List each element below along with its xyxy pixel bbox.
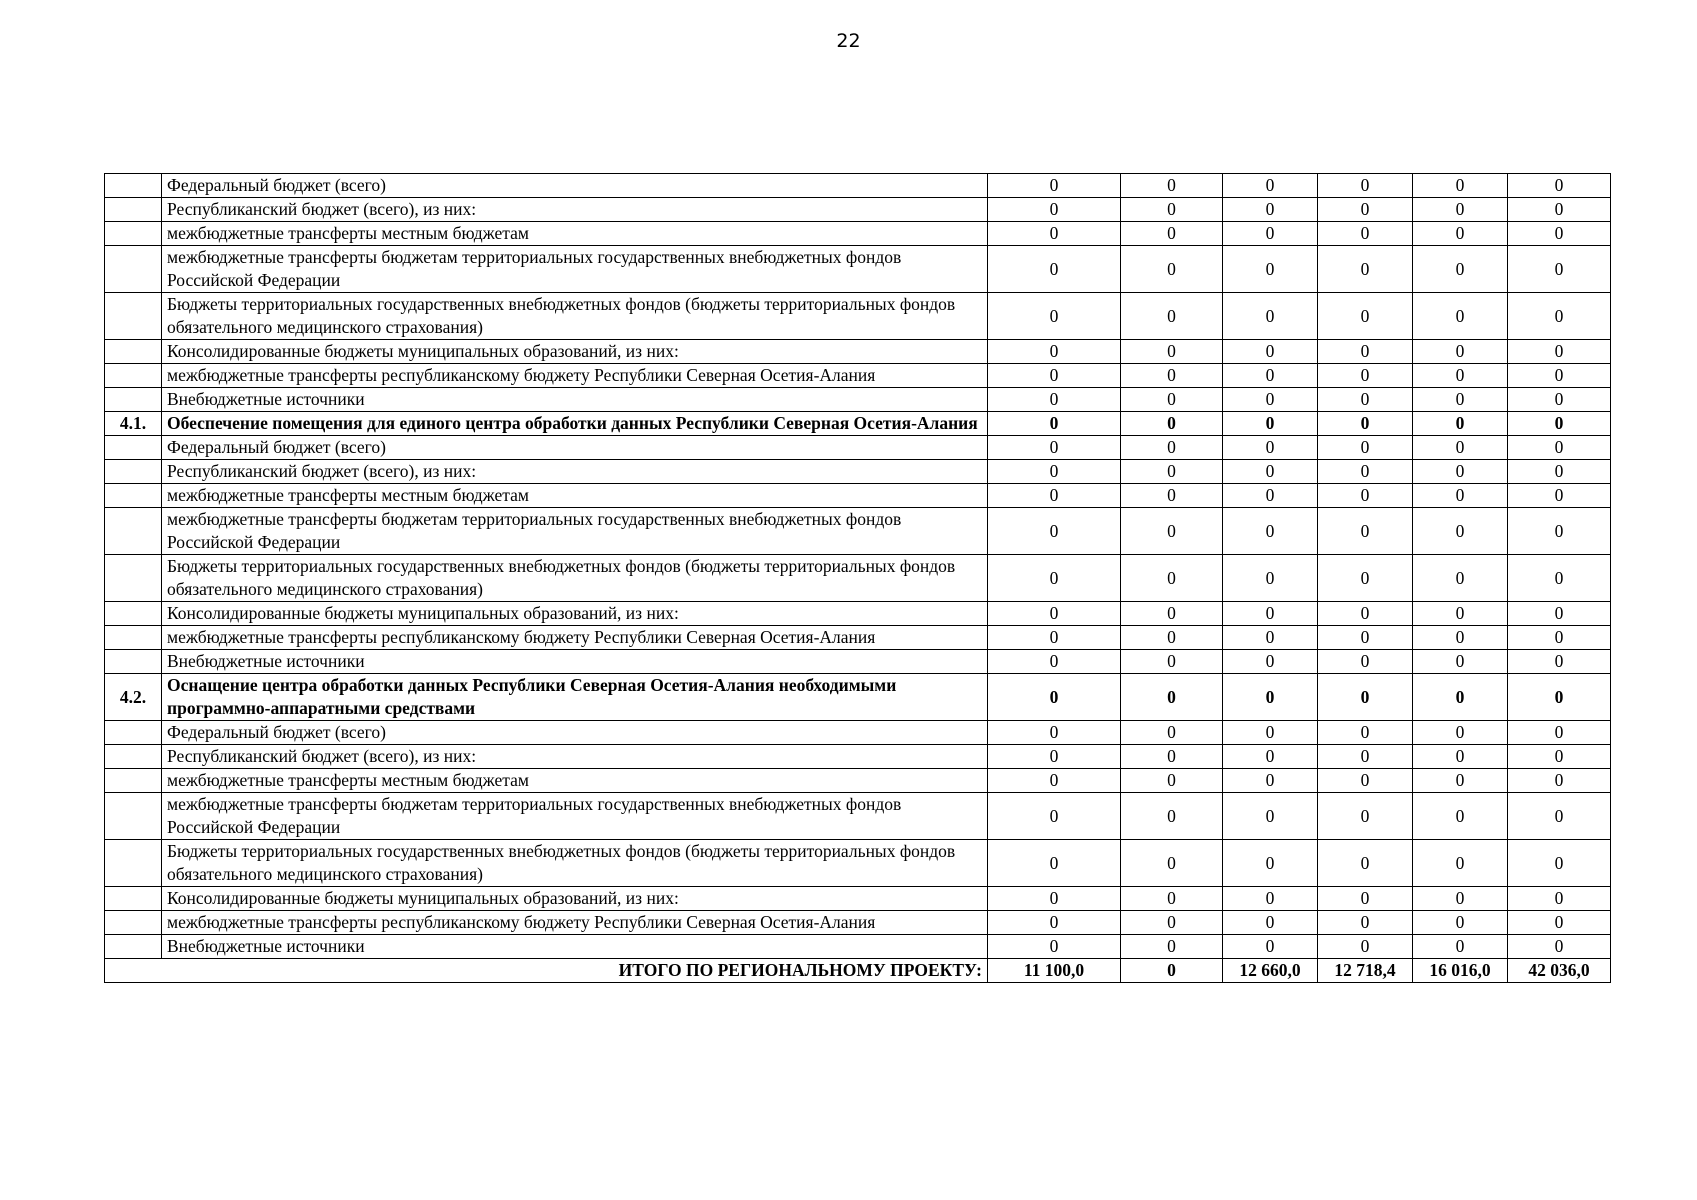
row-value: 0	[1508, 460, 1611, 484]
row-value: 0	[1508, 793, 1611, 840]
row-value: 0	[1121, 935, 1223, 959]
row-value: 0	[1121, 222, 1223, 246]
total-value: 12 718,4	[1318, 959, 1413, 983]
row-label: Внебюджетные источники	[162, 388, 988, 412]
row-value: 0	[1318, 388, 1413, 412]
row-value: 0	[1413, 436, 1508, 460]
row-value: 0	[1413, 721, 1508, 745]
table-row	[105, 388, 1611, 412]
row-label: межбюджетные трансферты местным бюджетам	[162, 484, 988, 508]
row-value: 0	[988, 769, 1121, 793]
row-value: 0	[1223, 887, 1318, 911]
row-value: 0	[1318, 246, 1413, 293]
row-value: 0	[1318, 460, 1413, 484]
row-index-cell	[105, 793, 162, 840]
row-value: 0	[1223, 222, 1318, 246]
table-row	[105, 436, 1611, 460]
row-label: Республиканский бюджет (всего), из них:	[162, 198, 988, 222]
section-title: Обеспечение помещения для единого центра обработки данных Республики Северная Осетия-Алания	[162, 412, 988, 436]
section-value: 0	[1508, 412, 1611, 436]
row-value: 0	[1413, 174, 1508, 198]
row-value: 0	[988, 246, 1121, 293]
row-label: Консолидированные бюджеты муниципальных образований, из них:	[162, 340, 988, 364]
row-value: 0	[1413, 484, 1508, 508]
row-label: Бюджеты территориальных государственных внебюджетных фондов (бюджеты территориальных фондов обязательного медицинского страхования)	[162, 555, 988, 602]
row-value: 0	[1223, 293, 1318, 340]
row-value: 0	[1121, 721, 1223, 745]
row-value: 0	[988, 602, 1121, 626]
table-row	[105, 340, 1611, 364]
row-value: 0	[988, 222, 1121, 246]
row-value: 0	[988, 650, 1121, 674]
row-value: 0	[1223, 721, 1318, 745]
row-value: 0	[1413, 626, 1508, 650]
row-label: межбюджетные трансферты республиканскому бюджету Республики Северная Осетия-Алания	[162, 626, 988, 650]
row-value: 0	[1318, 745, 1413, 769]
row-value: 0	[1121, 555, 1223, 602]
row-value: 0	[1223, 460, 1318, 484]
row-value: 0	[1508, 340, 1611, 364]
row-value: 0	[988, 174, 1121, 198]
row-index-cell	[105, 911, 162, 935]
row-value: 0	[1223, 911, 1318, 935]
row-value: 0	[1318, 364, 1413, 388]
row-value: 0	[1318, 436, 1413, 460]
table-row	[105, 840, 1611, 887]
row-index-cell	[105, 340, 162, 364]
row-value: 0	[1318, 340, 1413, 364]
row-value: 0	[1223, 840, 1318, 887]
row-value: 0	[1318, 484, 1413, 508]
row-value: 0	[1508, 508, 1611, 555]
row-value: 0	[1121, 626, 1223, 650]
section-value: 0	[1413, 674, 1508, 721]
row-value: 0	[1318, 198, 1413, 222]
row-value: 0	[1223, 436, 1318, 460]
row-value: 0	[1223, 555, 1318, 602]
row-value: 0	[1413, 793, 1508, 840]
row-value: 0	[1121, 460, 1223, 484]
row-index-cell	[105, 484, 162, 508]
row-label: Консолидированные бюджеты муниципальных образований, из них:	[162, 602, 988, 626]
row-value: 0	[1121, 174, 1223, 198]
row-index-cell	[105, 364, 162, 388]
section-title: Оснащение центра обработки данных Республики Северная Осетия-Алания необходимыми программно-аппаратными средствами	[162, 674, 988, 721]
row-value: 0	[988, 626, 1121, 650]
row-value: 0	[1413, 840, 1508, 887]
table-row	[105, 721, 1611, 745]
row-value: 0	[988, 388, 1121, 412]
row-value: 0	[988, 935, 1121, 959]
row-value: 0	[1318, 602, 1413, 626]
row-value: 0	[1121, 388, 1223, 412]
row-value: 0	[1121, 508, 1223, 555]
row-value: 0	[1223, 484, 1318, 508]
row-value: 0	[1318, 911, 1413, 935]
row-value: 0	[1318, 887, 1413, 911]
row-index-cell	[105, 555, 162, 602]
row-value: 0	[1413, 246, 1508, 293]
row-value: 0	[1318, 508, 1413, 555]
table-row	[105, 508, 1611, 555]
row-value: 0	[1508, 436, 1611, 460]
row-value: 0	[1413, 602, 1508, 626]
row-value: 0	[1413, 650, 1508, 674]
row-value: 0	[1223, 745, 1318, 769]
row-value: 0	[1508, 745, 1611, 769]
total-value: 12 660,0	[1223, 959, 1318, 983]
row-label: Внебюджетные источники	[162, 650, 988, 674]
row-value: 0	[1223, 174, 1318, 198]
row-value: 0	[1508, 198, 1611, 222]
row-index-cell	[105, 602, 162, 626]
row-value: 0	[1223, 340, 1318, 364]
table-row	[105, 460, 1611, 484]
section-value: 0	[1318, 674, 1413, 721]
row-value: 0	[1121, 198, 1223, 222]
row-value: 0	[1121, 436, 1223, 460]
table-row	[105, 650, 1611, 674]
row-label: Федеральный бюджет (всего)	[162, 721, 988, 745]
section-value: 0	[1121, 674, 1223, 721]
row-value: 0	[988, 745, 1121, 769]
table-row	[105, 602, 1611, 626]
row-label: Республиканский бюджет (всего), из них:	[162, 745, 988, 769]
row-value: 0	[1413, 769, 1508, 793]
row-index-cell	[105, 887, 162, 911]
row-value: 0	[988, 436, 1121, 460]
row-value: 0	[1121, 340, 1223, 364]
row-label: Консолидированные бюджеты муниципальных образований, из них:	[162, 887, 988, 911]
row-index-cell	[105, 222, 162, 246]
section-value: 0	[1223, 674, 1318, 721]
row-label: межбюджетные трансферты республиканскому бюджету Республики Северная Осетия-Алания	[162, 911, 988, 935]
row-value: 0	[1223, 769, 1318, 793]
table-row	[105, 222, 1611, 246]
table-row	[105, 626, 1611, 650]
row-label: межбюджетные трансферты бюджетам территориальных государственных внебюджетных фондов Российской Федерации	[162, 246, 988, 293]
row-label: межбюджетные трансферты местным бюджетам	[162, 222, 988, 246]
row-value: 0	[1318, 793, 1413, 840]
row-value: 0	[1121, 293, 1223, 340]
row-value: 0	[1508, 626, 1611, 650]
table-row	[105, 198, 1611, 222]
row-value: 0	[1413, 887, 1508, 911]
row-value: 0	[1508, 911, 1611, 935]
section-row	[105, 674, 1611, 721]
row-value: 0	[988, 721, 1121, 745]
section-value: 0	[1508, 674, 1611, 721]
row-value: 0	[1121, 745, 1223, 769]
row-value: 0	[1413, 935, 1508, 959]
row-value: 0	[1223, 626, 1318, 650]
row-value: 0	[1121, 769, 1223, 793]
row-value: 0	[988, 793, 1121, 840]
row-value: 0	[1121, 650, 1223, 674]
section-value: 0	[988, 412, 1121, 436]
row-value: 0	[1508, 388, 1611, 412]
row-value: 0	[988, 840, 1121, 887]
row-value: 0	[1413, 198, 1508, 222]
table-row	[105, 174, 1611, 198]
total-row	[105, 959, 1611, 983]
row-value: 0	[1508, 887, 1611, 911]
table-row	[105, 769, 1611, 793]
row-value: 0	[1318, 222, 1413, 246]
row-value: 0	[988, 293, 1121, 340]
row-value: 0	[1223, 388, 1318, 412]
row-value: 0	[1318, 555, 1413, 602]
section-row	[105, 412, 1611, 436]
row-value: 0	[1121, 364, 1223, 388]
row-value: 0	[1413, 508, 1508, 555]
total-value: 16 016,0	[1413, 959, 1508, 983]
total-value: 11 100,0	[988, 959, 1121, 983]
table-row	[105, 793, 1611, 840]
row-value: 0	[1223, 650, 1318, 674]
row-label: Бюджеты территориальных государственных внебюджетных фондов (бюджеты территориальных фондов обязательного медицинского страхования)	[162, 293, 988, 340]
row-value: 0	[1413, 364, 1508, 388]
table-row	[105, 364, 1611, 388]
row-value: 0	[1318, 293, 1413, 340]
row-value: 0	[1318, 650, 1413, 674]
row-label: межбюджетные трансферты бюджетам территориальных государственных внебюджетных фондов Российской Федерации	[162, 793, 988, 840]
table-row	[105, 293, 1611, 340]
row-value: 0	[988, 460, 1121, 484]
row-label: межбюджетные трансферты местным бюджетам	[162, 769, 988, 793]
section-index: 4.1.	[105, 412, 162, 436]
row-value: 0	[1508, 293, 1611, 340]
row-value: 0	[1508, 721, 1611, 745]
row-value: 0	[1413, 222, 1508, 246]
row-index-cell	[105, 650, 162, 674]
table-row	[105, 246, 1611, 293]
row-value: 0	[988, 887, 1121, 911]
row-value: 0	[1223, 508, 1318, 555]
row-index-cell	[105, 935, 162, 959]
row-label: Республиканский бюджет (всего), из них:	[162, 460, 988, 484]
row-value: 0	[1121, 793, 1223, 840]
section-value: 0	[1121, 412, 1223, 436]
row-value: 0	[1121, 887, 1223, 911]
row-value: 0	[1318, 840, 1413, 887]
row-index-cell	[105, 293, 162, 340]
row-value: 0	[1508, 222, 1611, 246]
row-value: 0	[988, 364, 1121, 388]
row-index-cell	[105, 745, 162, 769]
section-value: 0	[1413, 412, 1508, 436]
row-value: 0	[1508, 935, 1611, 959]
row-value: 0	[1413, 293, 1508, 340]
row-value: 0	[1318, 626, 1413, 650]
row-index-cell	[105, 388, 162, 412]
row-value: 0	[1508, 174, 1611, 198]
row-value: 0	[988, 911, 1121, 935]
row-index-cell	[105, 508, 162, 555]
section-value: 0	[988, 674, 1121, 721]
row-value: 0	[1121, 840, 1223, 887]
total-value: 0	[1121, 959, 1223, 983]
table-row	[105, 484, 1611, 508]
row-value: 0	[1223, 935, 1318, 959]
row-index-cell	[105, 436, 162, 460]
row-value: 0	[1413, 388, 1508, 412]
row-index-cell	[105, 246, 162, 293]
table-row	[105, 555, 1611, 602]
row-value: 0	[1413, 555, 1508, 602]
row-label: Бюджеты территориальных государственных внебюджетных фондов (бюджеты территориальных фондов обязательного медицинского страхования)	[162, 840, 988, 887]
row-index-cell	[105, 198, 162, 222]
row-value: 0	[1318, 721, 1413, 745]
row-value: 0	[1318, 769, 1413, 793]
row-value: 0	[1121, 484, 1223, 508]
row-index-cell	[105, 174, 162, 198]
row-value: 0	[1508, 650, 1611, 674]
row-index-cell	[105, 840, 162, 887]
section-value: 0	[1318, 412, 1413, 436]
row-value: 0	[988, 198, 1121, 222]
section-value: 0	[1223, 412, 1318, 436]
page-number: 22	[836, 30, 861, 52]
row-value: 0	[1508, 840, 1611, 887]
row-label: межбюджетные трансферты республиканскому бюджету Республики Северная Осетия-Алания	[162, 364, 988, 388]
row-value: 0	[1413, 340, 1508, 364]
row-value: 0	[1508, 602, 1611, 626]
row-value: 0	[1121, 911, 1223, 935]
row-value: 0	[1223, 198, 1318, 222]
row-label: межбюджетные трансферты бюджетам территориальных государственных внебюджетных фондов Российской Федерации	[162, 508, 988, 555]
row-value: 0	[988, 555, 1121, 602]
row-value: 0	[1223, 246, 1318, 293]
budget-table	[104, 173, 1611, 983]
table-row	[105, 911, 1611, 935]
total-label: ИТОГО ПО РЕГИОНАЛЬНОМУ ПРОЕКТУ:	[105, 959, 988, 983]
row-value: 0	[1223, 364, 1318, 388]
row-value: 0	[988, 508, 1121, 555]
row-value: 0	[1318, 174, 1413, 198]
row-value: 0	[1413, 745, 1508, 769]
row-value: 0	[988, 484, 1121, 508]
row-index-cell	[105, 460, 162, 484]
row-label: Внебюджетные источники	[162, 935, 988, 959]
row-value: 0	[1508, 769, 1611, 793]
row-value: 0	[1223, 793, 1318, 840]
row-index-cell	[105, 721, 162, 745]
row-value: 0	[1413, 460, 1508, 484]
row-value: 0	[1508, 484, 1611, 508]
row-index-cell	[105, 626, 162, 650]
row-value: 0	[988, 340, 1121, 364]
row-value: 0	[1508, 555, 1611, 602]
section-index: 4.2.	[105, 674, 162, 721]
row-label: Федеральный бюджет (всего)	[162, 174, 988, 198]
row-value: 0	[1121, 602, 1223, 626]
table-row	[105, 887, 1611, 911]
row-value: 0	[1413, 911, 1508, 935]
row-value: 0	[1508, 246, 1611, 293]
row-value: 0	[1508, 364, 1611, 388]
total-value: 42 036,0	[1508, 959, 1611, 983]
table-row	[105, 745, 1611, 769]
row-value: 0	[1318, 935, 1413, 959]
row-label: Федеральный бюджет (всего)	[162, 436, 988, 460]
row-value: 0	[1121, 246, 1223, 293]
table-row	[105, 935, 1611, 959]
row-value: 0	[1223, 602, 1318, 626]
row-index-cell	[105, 769, 162, 793]
